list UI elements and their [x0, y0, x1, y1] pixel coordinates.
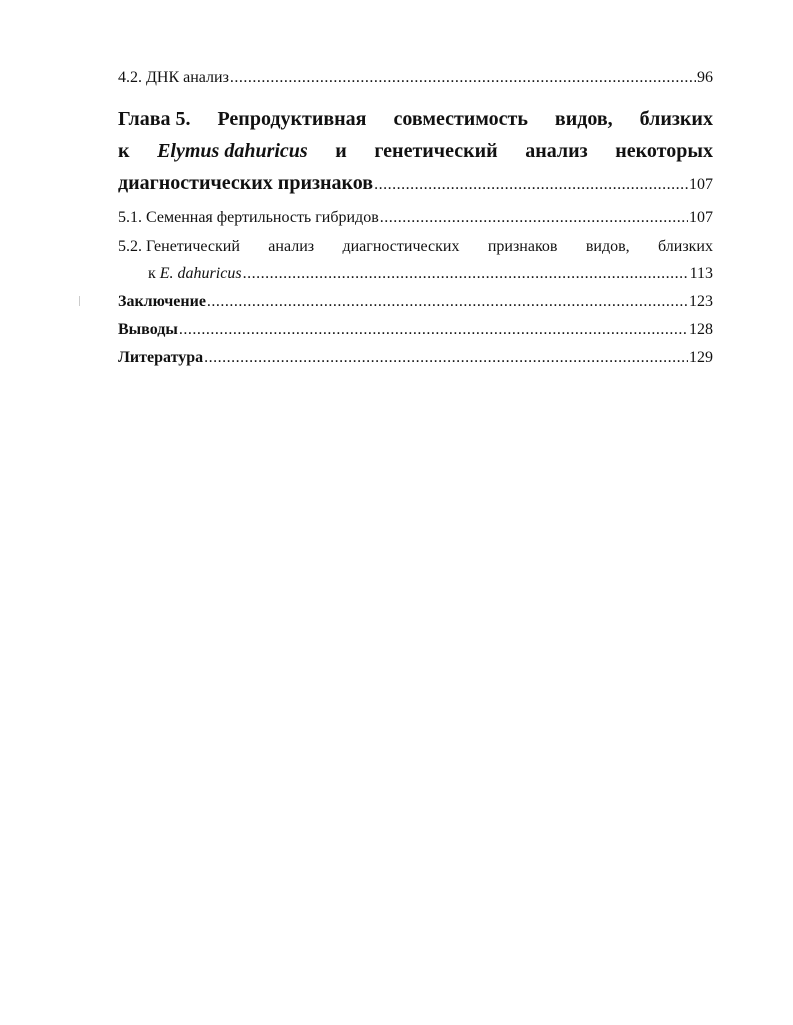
entry-5-2-word: 5.2. Генетический	[118, 238, 240, 255]
chapter-5-title-line-3	[118, 167, 713, 201]
toc-entry-literature[interactable]	[118, 344, 713, 372]
toc-entry-label	[148, 260, 242, 287]
toc-entry-label: диагностических признаков	[118, 172, 374, 194]
dot-leader	[380, 204, 688, 231]
entry-5-2-word: признаков	[487, 238, 558, 255]
chapter-5-word: к	[118, 140, 130, 162]
toc-entry-5-1[interactable]	[118, 204, 713, 231]
toc-page-number: 129	[689, 349, 713, 366]
entry-5-2-word: к	[148, 265, 156, 282]
margin-mark	[79, 296, 80, 306]
toc-page-number: 107	[689, 209, 713, 226]
chapter-5-title-line-1	[118, 103, 713, 135]
dot-leader	[204, 344, 688, 372]
toc-entry-4-2[interactable]	[118, 64, 713, 91]
chapter-5-word: и	[335, 140, 347, 162]
chapter-5-word: анализ	[525, 140, 588, 162]
dot-leader	[230, 64, 696, 91]
toc-entry-findings[interactable]	[118, 316, 713, 344]
chapter-5-word: Глава 5.	[118, 108, 191, 130]
toc-entry-label: Литература	[118, 349, 204, 366]
toc-page-number: 96	[697, 69, 713, 86]
entry-5-2-line-2	[118, 260, 713, 287]
toc-entry-label: 4.2. ДНК анализ	[118, 69, 229, 86]
entry-5-2-species-name: E. dahuricus	[159, 265, 242, 282]
chapter-5-word: близких	[639, 108, 713, 130]
entry-5-2-line-1	[118, 233, 713, 260]
chapter-5-word: некоторых	[615, 140, 713, 162]
toc-page-number: 107	[689, 176, 713, 193]
entry-5-2-word: анализ	[268, 238, 315, 255]
toc-page-number: 123	[689, 293, 713, 310]
dot-leader	[179, 316, 688, 344]
dot-leader	[207, 288, 688, 316]
chapter-5-word: видов,	[554, 108, 613, 130]
entry-5-2-word: видов,	[585, 238, 630, 255]
toc-page-number: 128	[689, 321, 713, 338]
table-of-contents	[118, 64, 713, 372]
entry-5-2-word: близких	[658, 238, 713, 255]
chapter-5-word: Репродуктивная	[217, 108, 367, 130]
dot-leader	[374, 167, 688, 201]
toc-entry-conclusion[interactable]	[118, 288, 713, 316]
toc-entry-chapter-5[interactable]	[118, 103, 713, 201]
dot-leader	[243, 260, 689, 287]
chapter-5-word: совместимость	[393, 108, 528, 130]
toc-entry-label: Заключение	[118, 293, 206, 310]
toc-entry-label: 5.1. Семенная фертильность гибридов	[118, 209, 379, 226]
chapter-5-word: генетический	[374, 140, 498, 162]
toc-entry-label: Выводы	[118, 321, 178, 338]
chapter-5-species-name: Elymus dahuricus	[157, 140, 308, 162]
toc-page-number: 113	[689, 265, 713, 282]
entry-5-2-word: диагностических	[342, 238, 460, 255]
toc-entry-5-2[interactable]	[118, 233, 713, 287]
chapter-5-title-line-2	[118, 135, 713, 167]
